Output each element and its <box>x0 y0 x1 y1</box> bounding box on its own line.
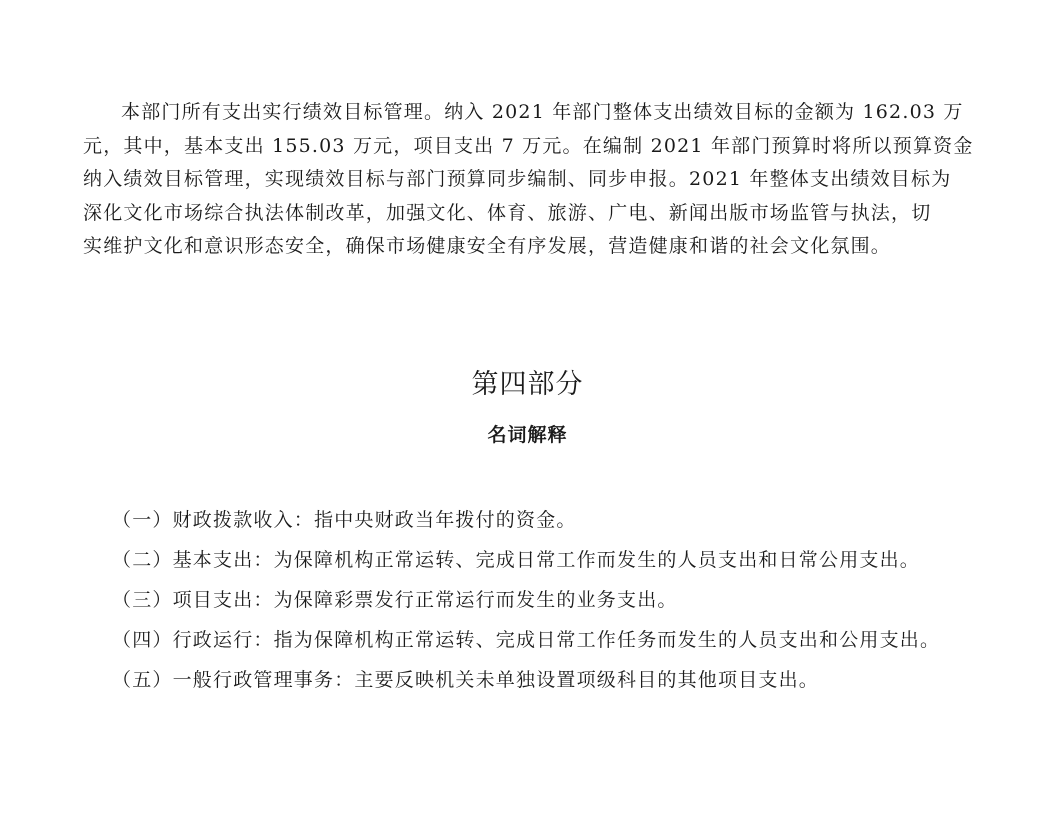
definition-list <box>112 500 1012 700</box>
definition-item: （三）项目支出：为保障彩票发行正常运行而发生的业务支出。 <box>112 589 678 611</box>
definition-item: （一）财政拨款收入：指中央财政当年拨付的资金。 <box>112 509 577 531</box>
definition-item: （四）行政运行：指为保障机构正常运转、完成日常工作任务而发生的人员支出和公用支出。 <box>112 629 941 651</box>
paragraph-line: 元，其中，基本支出 155.03 万元，项目支出 7 万元。在编制 2021 年部门预算时将所以预算资金 <box>83 134 974 157</box>
paragraph-line: 本部门所有支出实行绩效目标管理。纳入 2021 年部门整体支出绩效目标的金额为 162.03 万 <box>121 101 964 123</box>
paragraph-line: 纳入绩效目标管理，实现绩效目标与部门预算同步编制、同步申报。2021 年整体支出绩效目标为 <box>83 168 952 190</box>
definition-item: （二）基本支出：为保障机构正常运转、完成日常工作而发生的人员支出和日常公用支出。 <box>112 549 921 571</box>
performance-target-paragraph <box>83 96 983 264</box>
definition-item: （五）一般行政管理事务：主要反映机关未单独设置项级科目的其他项目支出。 <box>112 669 820 691</box>
paragraph-line: 实维护文化和意识形态安全，确保市场健康安全有序发展，营造健康和谐的社会文化氛围。 <box>83 235 892 257</box>
part-title: 第四部分 <box>471 369 584 400</box>
part-subtitle: 名词解释 <box>487 424 568 446</box>
paragraph-line: 深化文化市场综合执法体制改革，加强文化、体育、旅游、广电、新闻出版市场监管与执法，切 <box>83 201 932 224</box>
